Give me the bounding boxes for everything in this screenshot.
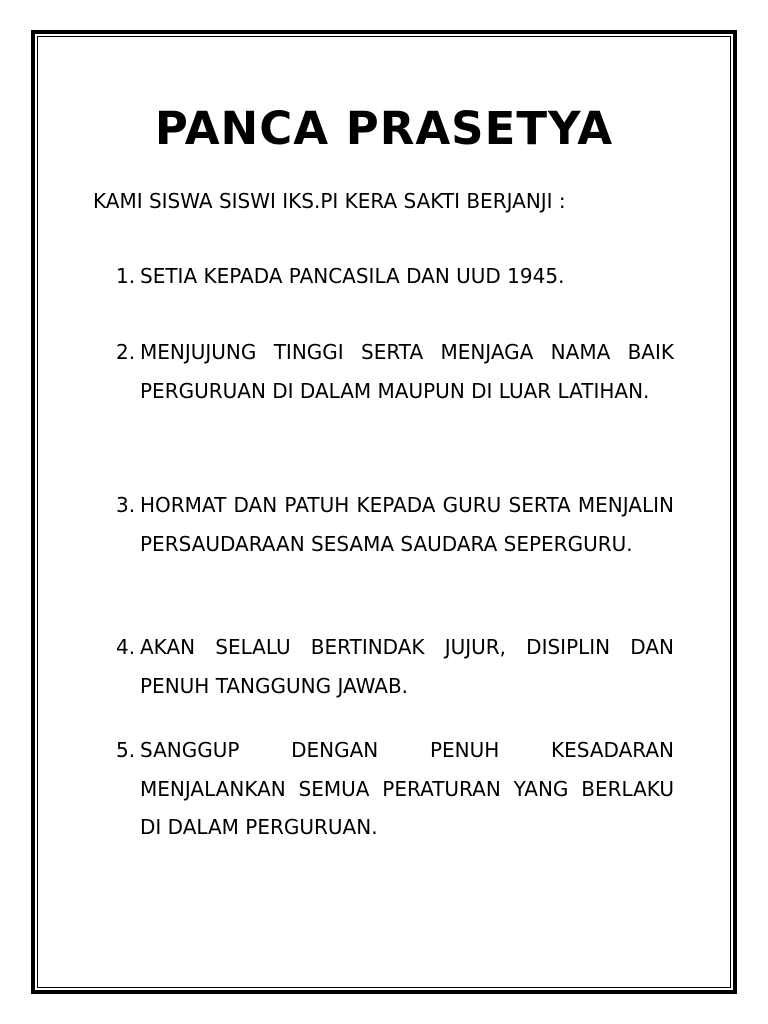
pledge-text: SETIA KEPADA PANCASILA DAN UUD 1945. [140,264,565,288]
pledge-item-5 [116,731,674,847]
pledge-item-2 [116,333,674,410]
pledge-number: 3. [116,493,136,517]
pledge-number: 4. [116,635,136,659]
pledge-item-3 [116,486,674,563]
document-title: PANCA PRASETYA [154,102,614,155]
pledge-number: 2. [116,340,136,364]
pledge-text: MENJUJUNG TINGGI SERTA MENJAGA NAMA BAIK PERGURUAN DI DALAM MAUPUN DI LUAR LATIHAN. [140,340,674,403]
intro-statement: KAMI SISWA SISWI IKS.PI KERA SAKTI BERJANJI : [93,189,566,213]
pledge-number: 1. [116,264,136,288]
pledge-number: 5. [116,738,136,762]
pledge-text: HORMAT DAN PATUH KEPADA GURU SERTA MENJALIN PERSAUDARAAN SESAMA SAUDARA SEPERGURU. [140,493,674,556]
pledge-text: AKAN SELALU BERTINDAK JUJUR, DISIPLIN DAN PENUH TANGGUNG JAWAB. [140,635,674,698]
pledge-item-4 [116,628,674,705]
pledge-item-1 [116,257,674,296]
pledge-text: SANGGUP DENGAN PENUH KESADARAN MENJALANKAN SEMUA PERATURAN YANG BERLAKU DI DALAM PERGURUAN. [140,738,674,839]
